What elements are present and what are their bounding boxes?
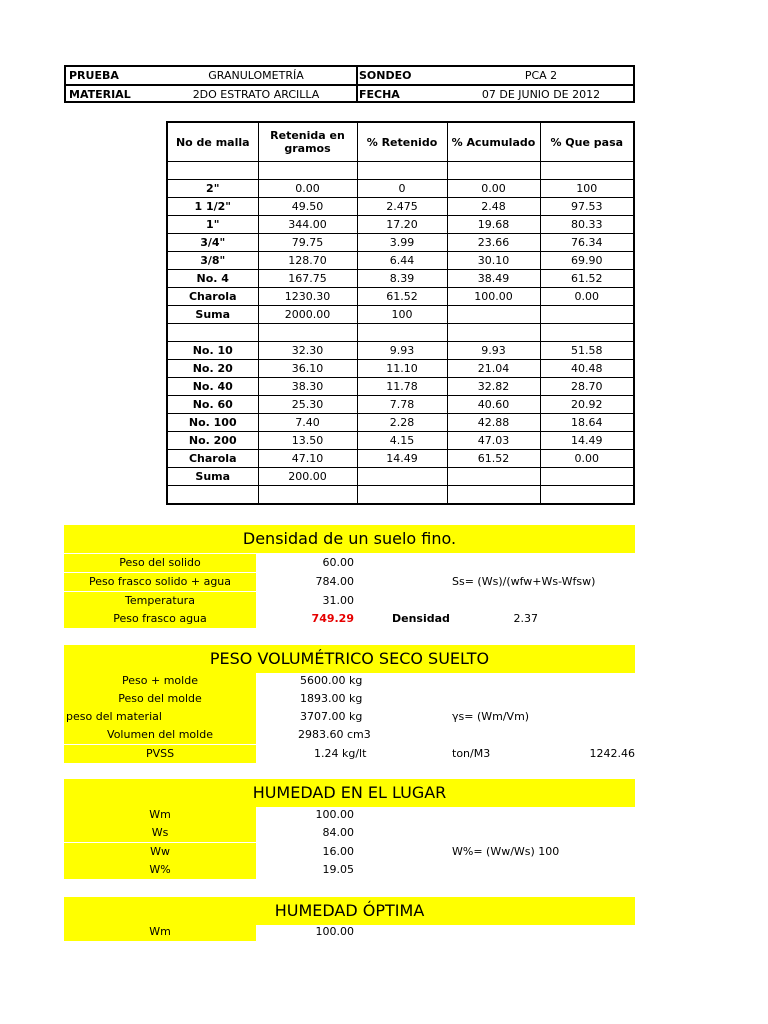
empty-cell bbox=[447, 324, 540, 342]
peso-molde-label: Peso + molde bbox=[64, 672, 256, 690]
value-cell: 61.52 bbox=[447, 450, 540, 468]
peso-material-value: 3707.00 kg bbox=[300, 710, 363, 723]
value-cell: 9.93 bbox=[447, 342, 540, 360]
value-cell: 19.68 bbox=[447, 216, 540, 234]
empty-cell bbox=[258, 324, 357, 342]
pvss-label: PVSS bbox=[64, 745, 256, 763]
value-cell: 42.88 bbox=[447, 414, 540, 432]
value-cell: 18.64 bbox=[540, 414, 634, 432]
value-cell: 11.10 bbox=[357, 360, 447, 378]
value-cell: 32.82 bbox=[447, 378, 540, 396]
value-cell: 14.49 bbox=[540, 432, 634, 450]
value-cell: 40.60 bbox=[447, 396, 540, 414]
table-row bbox=[167, 450, 634, 468]
peso-volumetrico-title: PESO VOLUMÉTRICO SECO SUELTO bbox=[64, 645, 635, 673]
densidad-formula: Ss= (Ws)/(wfw+Ws-Wfsw) bbox=[452, 575, 596, 588]
peso-frasco-solido-label: Peso frasco solido + agua bbox=[64, 573, 256, 591]
value-cell: 49.50 bbox=[258, 198, 357, 216]
mesh-cell: 2" bbox=[167, 180, 258, 198]
col-header: % Que pasa bbox=[540, 122, 634, 162]
fecha-value: 07 DE JUNIO DE 2012 bbox=[481, 88, 601, 101]
value-cell: 7.40 bbox=[258, 414, 357, 432]
table-row bbox=[167, 414, 634, 432]
mesh-cell: No. 10 bbox=[167, 342, 258, 360]
spacer-row bbox=[167, 486, 634, 505]
peso-solido-label: Peso del solido bbox=[64, 554, 256, 572]
value-cell: 61.52 bbox=[540, 270, 634, 288]
value-cell: 2000.00 bbox=[258, 306, 357, 324]
table-row bbox=[167, 396, 634, 414]
peso-solido-value: 60.00 bbox=[322, 556, 354, 569]
volumen-molde-value: 2983.60 cm3 bbox=[298, 728, 371, 741]
value-cell: 1230.30 bbox=[258, 288, 357, 306]
empty-cell bbox=[258, 162, 357, 180]
mesh-cell: 3/8" bbox=[167, 252, 258, 270]
value-cell: 13.50 bbox=[258, 432, 357, 450]
value-cell: 100 bbox=[357, 306, 447, 324]
table-row bbox=[167, 432, 634, 450]
value-cell: 61.52 bbox=[357, 288, 447, 306]
value-cell: 128.70 bbox=[258, 252, 357, 270]
table-row bbox=[167, 270, 634, 288]
mesh-cell: 3/4" bbox=[167, 234, 258, 252]
fecha-label: FECHA bbox=[359, 88, 400, 101]
table-row bbox=[167, 360, 634, 378]
temperatura-label: Temperatura bbox=[64, 592, 256, 610]
col-header: Retenida en gramos bbox=[258, 122, 357, 162]
col-header: % Acumulado bbox=[447, 122, 540, 162]
ww-value: 16.00 bbox=[322, 845, 354, 858]
peso-frasco-agua-label: Peso frasco agua bbox=[64, 610, 256, 628]
densidad-title: Densidad de un suelo fino. bbox=[64, 525, 635, 553]
value-cell: 21.04 bbox=[447, 360, 540, 378]
volumen-molde-label: Volumen del molde bbox=[64, 726, 256, 744]
value-cell: 0.00 bbox=[540, 450, 634, 468]
humedad-lugar-title: HUMEDAD EN EL LUGAR bbox=[64, 779, 635, 807]
value-cell: 23.66 bbox=[447, 234, 540, 252]
value-cell: 9.93 bbox=[357, 342, 447, 360]
value-cell: 0.00 bbox=[447, 180, 540, 198]
value-cell: 8.39 bbox=[357, 270, 447, 288]
table-row bbox=[167, 468, 634, 486]
mesh-cell: No. 4 bbox=[167, 270, 258, 288]
granulometry-table bbox=[166, 121, 635, 505]
value-cell bbox=[540, 306, 634, 324]
prueba-label: PRUEBA bbox=[69, 69, 119, 82]
value-cell: 25.30 bbox=[258, 396, 357, 414]
value-cell: 6.44 bbox=[357, 252, 447, 270]
value-cell: 30.10 bbox=[447, 252, 540, 270]
table-row bbox=[167, 342, 634, 360]
mesh-cell: No. 100 bbox=[167, 414, 258, 432]
empty-cell bbox=[357, 162, 447, 180]
peso-frasco-agua-value: 749.29 bbox=[311, 612, 354, 625]
densidad-label: Densidad bbox=[392, 612, 450, 625]
mesh-cell: Suma bbox=[167, 306, 258, 324]
empty-cell bbox=[167, 486, 258, 505]
mesh-cell: 1" bbox=[167, 216, 258, 234]
w-percent-value: 19.05 bbox=[322, 863, 354, 876]
value-cell: 36.10 bbox=[258, 360, 357, 378]
mesh-cell: Charola bbox=[167, 288, 258, 306]
empty-cell bbox=[167, 324, 258, 342]
mesh-cell: No. 20 bbox=[167, 360, 258, 378]
peso-material-label-text: peso del material bbox=[66, 710, 162, 723]
table-row bbox=[167, 306, 634, 324]
table-row bbox=[167, 198, 634, 216]
material-value: 2DO ESTRATO ARCILLA bbox=[192, 88, 320, 101]
table-header-row bbox=[167, 122, 634, 162]
table-row bbox=[167, 288, 634, 306]
empty-cell bbox=[447, 486, 540, 505]
value-cell: 28.70 bbox=[540, 378, 634, 396]
value-cell: 0.00 bbox=[258, 180, 357, 198]
value-cell: 76.34 bbox=[540, 234, 634, 252]
pvss-value: 1.24 kg/lt bbox=[314, 747, 367, 760]
empty-cell bbox=[357, 486, 447, 505]
spacer-row bbox=[167, 324, 634, 342]
table-row bbox=[167, 378, 634, 396]
spacer-row bbox=[167, 162, 634, 180]
value-cell: 32.30 bbox=[258, 342, 357, 360]
value-cell: 2.475 bbox=[357, 198, 447, 216]
ton-m3-value: 1242.46 bbox=[589, 747, 635, 760]
material-label: MATERIAL bbox=[69, 88, 131, 101]
empty-cell bbox=[540, 324, 634, 342]
humedad-formula: W%= (Ww/Ws) 100 bbox=[452, 845, 560, 858]
col-header: No de malla bbox=[167, 122, 258, 162]
table-row bbox=[167, 216, 634, 234]
mesh-cell: Suma bbox=[167, 468, 258, 486]
value-cell: 97.53 bbox=[540, 198, 634, 216]
value-cell: 4.15 bbox=[357, 432, 447, 450]
value-cell: 40.48 bbox=[540, 360, 634, 378]
value-cell: 2.28 bbox=[357, 414, 447, 432]
optima-wm-label: Wm bbox=[64, 923, 256, 941]
w-percent-label: W% bbox=[64, 861, 256, 879]
table-row bbox=[167, 180, 634, 198]
wm-label: Wm bbox=[64, 806, 256, 824]
empty-cell bbox=[540, 162, 634, 180]
value-cell: 38.30 bbox=[258, 378, 357, 396]
mesh-cell: No. 40 bbox=[167, 378, 258, 396]
empty-cell bbox=[540, 486, 634, 505]
value-cell: 69.90 bbox=[540, 252, 634, 270]
value-cell: 80.33 bbox=[540, 216, 634, 234]
ww-label: Ww bbox=[64, 843, 256, 861]
densidad-value: 2.37 bbox=[513, 612, 538, 625]
value-cell: 100 bbox=[540, 180, 634, 198]
table-row bbox=[167, 252, 634, 270]
optima-wm-value: 100.00 bbox=[315, 925, 354, 938]
value-cell bbox=[447, 306, 540, 324]
ws-label: Ws bbox=[64, 824, 256, 842]
peso-volumetrico-formula: γs= (Wm/Vm) bbox=[452, 710, 530, 723]
mesh-cell: No. 200 bbox=[167, 432, 258, 450]
empty-cell bbox=[357, 324, 447, 342]
peso-frasco-solido-value: 784.00 bbox=[315, 575, 354, 588]
value-cell: 79.75 bbox=[258, 234, 357, 252]
prueba-value: GRANULOMETRÍA bbox=[208, 69, 304, 82]
value-cell: 200.00 bbox=[258, 468, 357, 486]
header-row-prueba bbox=[66, 67, 633, 86]
value-cell: 47.03 bbox=[447, 432, 540, 450]
empty-cell bbox=[258, 486, 357, 505]
empty-cell bbox=[447, 162, 540, 180]
value-cell: 11.78 bbox=[357, 378, 447, 396]
empty-cell bbox=[167, 162, 258, 180]
value-cell bbox=[357, 468, 447, 486]
value-cell: 100.00 bbox=[447, 288, 540, 306]
value-cell: 47.10 bbox=[258, 450, 357, 468]
value-cell: 14.49 bbox=[357, 450, 447, 468]
sondeo-value: PCA 2 bbox=[524, 69, 558, 82]
value-cell: 7.78 bbox=[357, 396, 447, 414]
header-divider bbox=[356, 67, 358, 101]
value-cell: 38.49 bbox=[447, 270, 540, 288]
temperatura-value: 31.00 bbox=[322, 594, 354, 607]
col-header: % Retenido bbox=[357, 122, 447, 162]
peso-del-molde-label: Peso del molde bbox=[64, 690, 256, 708]
mesh-cell: 1 1/2" bbox=[167, 198, 258, 216]
value-cell: 2.48 bbox=[447, 198, 540, 216]
value-cell: 167.75 bbox=[258, 270, 357, 288]
value-cell bbox=[540, 468, 634, 486]
header-block bbox=[64, 65, 635, 103]
mesh-cell: No. 60 bbox=[167, 396, 258, 414]
value-cell: 51.58 bbox=[540, 342, 634, 360]
value-cell: 0 bbox=[357, 180, 447, 198]
value-cell bbox=[447, 468, 540, 486]
sondeo-label: SONDEO bbox=[359, 69, 412, 82]
value-cell: 17.20 bbox=[357, 216, 447, 234]
humedad-optima-title: HUMEDAD ÓPTIMA bbox=[64, 897, 635, 925]
table-row bbox=[167, 234, 634, 252]
value-cell: 344.00 bbox=[258, 216, 357, 234]
peso-del-molde-value: 1893.00 kg bbox=[300, 692, 363, 705]
wm-value: 100.00 bbox=[315, 808, 354, 821]
peso-molde-value: 5600.00 kg bbox=[300, 674, 363, 687]
value-cell: 20.92 bbox=[540, 396, 634, 414]
value-cell: 3.99 bbox=[357, 234, 447, 252]
mesh-cell: Charola bbox=[167, 450, 258, 468]
value-cell: 0.00 bbox=[540, 288, 634, 306]
ton-m3-label: ton/M3 bbox=[452, 747, 491, 760]
peso-material-label bbox=[64, 708, 256, 726]
ws-value: 84.00 bbox=[322, 826, 354, 839]
header-row-material bbox=[66, 86, 633, 103]
